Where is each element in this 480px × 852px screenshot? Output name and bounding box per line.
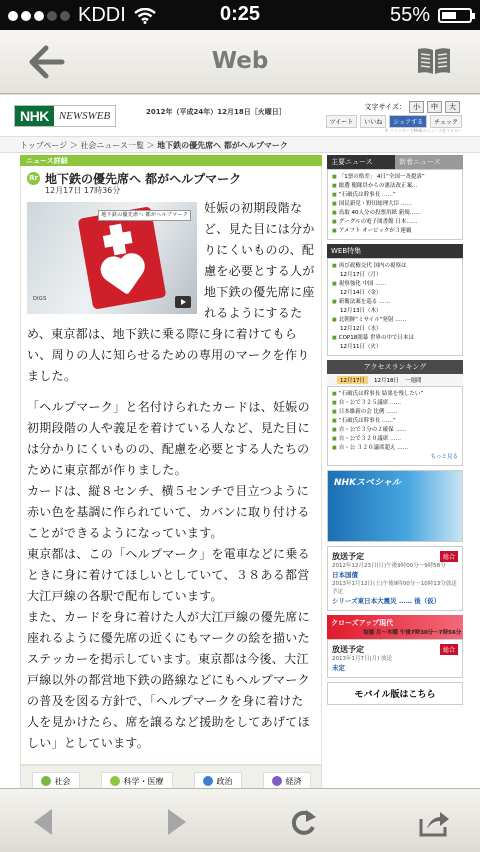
article-header	[21, 166, 321, 196]
share-icon[interactable]	[418, 807, 450, 837]
list-date: 12月14日（金）	[340, 290, 382, 296]
web-feature-heading: WEB特集	[327, 244, 463, 258]
news-detail-tab: ニュース詳細	[20, 155, 322, 166]
breadcrumb-current: 地下鉄の優先席へ 都がヘルプマーク	[157, 141, 288, 150]
list-item[interactable]: ■ アメフト オービックが３連覇	[332, 227, 458, 236]
program-schedule	[327, 546, 463, 611]
breadcrumb-society[interactable]: 社会ニュース一覧	[80, 141, 144, 150]
ranking-tab-dec18[interactable]: 12月18日	[374, 378, 399, 384]
ranking-tab-week[interactable]: 一週間	[405, 378, 422, 384]
list-item[interactable]: ■ グーグルの電子図書館 日本……	[332, 218, 458, 227]
logo-nhk: NHK	[15, 106, 54, 126]
ranking-tab-dec17[interactable]: 12月17日	[337, 376, 368, 384]
ranking-tabs	[327, 374, 463, 386]
article-column	[20, 155, 322, 788]
breadcrumb-home[interactable]: トップページ	[20, 141, 68, 150]
article-paragraph: カードは、縦８センチ、横５センチで目立つように赤い色を基調に作られていて、カバンに取り付けることができるようになっています。	[27, 484, 310, 540]
list-item[interactable]: ■ 鳥取 40人分の投票用紙 新規……	[332, 209, 458, 218]
breadcrumb: トップページ ＞ 社会ニュース一覧 ＞ 地下鉄の優先席へ 都がヘルプマーク	[0, 137, 480, 153]
nav-bar	[0, 30, 480, 94]
category-science[interactable]: 科学・医療	[101, 772, 173, 788]
site-header	[0, 95, 480, 137]
thumbnail-credit: DIGS	[33, 296, 47, 302]
article-title: 地下鉄の優先席へ 都がヘルプマーク	[45, 172, 242, 186]
nav-title: Web	[211, 48, 269, 74]
list-item[interactable]: ■ 日本維新の会 比例 ……	[332, 408, 458, 417]
follow-note: © ツイッターでNHKのニュースをフォロー	[384, 128, 462, 133]
battery-fill	[442, 12, 456, 19]
economy-icon	[272, 776, 282, 786]
list-item[interactable]: ■ 再び政権交代 国内の視察は	[332, 262, 458, 271]
thumbnail-caption: 地下鉄の優先席へ 都がヘルプマーク	[98, 210, 191, 221]
close-up-gendai-banner[interactable]	[327, 615, 463, 639]
list-date: 12月13日（木）	[340, 308, 382, 314]
society-category-icon: Rr	[27, 172, 40, 185]
program-schedule	[327, 639, 463, 678]
ranking-heading: アクセスランキング	[327, 360, 463, 374]
logo-newsweb: NEWSWEB	[58, 110, 111, 122]
list-item[interactable]: ■ 新衛法案を巡る ……	[332, 298, 458, 307]
article-video-thumbnail[interactable]	[27, 202, 197, 314]
article-paragraph: 「ヘルプマーク」と名付けられたカードは、妊娠の初期段階の人や義足を着けている人など、見た目には分かりにくいものの、配慮を必要とする人たちのために東京都が作りました。	[27, 400, 310, 477]
program-label: 放送予定	[332, 552, 364, 561]
list-item[interactable]: ■ 北朝鮮“ミサイル”発射 ……	[332, 316, 458, 325]
nhk-special-title: NHKスペシャル	[334, 478, 401, 488]
like-button[interactable]: いいね	[360, 115, 386, 128]
article-body	[21, 196, 321, 754]
channel-badge: 総合	[440, 551, 458, 562]
battery-icon	[438, 8, 472, 23]
help-mark-card	[78, 206, 167, 309]
bottom-toolbar	[0, 788, 480, 852]
banner-title: クローズアップ現代	[331, 619, 394, 627]
program-link[interactable]: 日本国債	[332, 571, 358, 579]
article-time: 12月17日 17時36分	[45, 186, 121, 195]
politics-icon	[203, 776, 213, 786]
web-view[interactable]	[0, 95, 480, 788]
battery-group	[390, 4, 472, 27]
society-icon	[41, 776, 51, 786]
share-button[interactable]: シェアする	[389, 115, 427, 128]
tab-latest-news[interactable]: 新着ニュース	[395, 155, 463, 169]
back-icon[interactable]	[28, 807, 60, 837]
category-links	[20, 765, 322, 788]
list-item[interactable]: ■ 視察強化 中国 ……	[332, 280, 458, 289]
forward-icon[interactable]	[160, 807, 192, 837]
web-feature-list	[327, 258, 463, 356]
font-size-small[interactable]: 小	[409, 101, 424, 113]
program-time: 2013年1月12日(土)午後9時00分～10時13分放送予定	[332, 581, 457, 595]
category-politics[interactable]: 政治	[194, 772, 242, 788]
tab-top-news[interactable]: 主要ニュース	[327, 155, 395, 169]
ranking-more-link[interactable]: もっと見る	[430, 454, 458, 460]
mobile-version-link[interactable]: モバイル版はこちら	[327, 682, 463, 705]
list-item[interactable]: ■ COP18閉幕 世界の中で日本は	[332, 334, 458, 343]
program-link[interactable]: シリーズ東日本大震災 …… 後（仮）	[332, 597, 441, 605]
clock: 0:25	[219, 3, 261, 25]
battery-percent: 55%	[389, 4, 430, 26]
science-icon	[110, 776, 120, 786]
list-item[interactable]: ■ 総選 衛隊員からの憲法改正案…	[332, 182, 458, 191]
category-economy[interactable]: 経済	[263, 772, 311, 788]
list-item[interactable]: ■ “石破氏は幹事長 ……”	[332, 191, 458, 200]
list-item[interactable]: ■ 自・公 ３２０議席超え ……	[332, 444, 458, 453]
article	[20, 166, 322, 765]
list-date: 12月11日（火）	[340, 344, 382, 350]
font-size-switcher	[365, 101, 460, 113]
site-date: 2012年（平成24年）12月18日［火曜日］	[146, 108, 286, 116]
article-paragraph: 妊娠の初期段階など、見た目には分かりにくいものの、配慮を必要とする人が地下鉄の優先席に座れるようにするため、東京都は、地下鉄に乗る際に身に着けてもらい、周りの人に知らせるための専用のマークを作りました。	[27, 201, 315, 383]
sidebar-tabs	[327, 155, 463, 169]
banner-subtitle: 毎週 月～木曜 午後7時30分～7時56分	[363, 630, 462, 636]
status-bar	[0, 0, 480, 30]
category-society[interactable]: 社会	[32, 772, 80, 788]
nhk-news-web-logo[interactable]	[14, 105, 116, 127]
program-link[interactable]: 未定	[332, 664, 345, 672]
carrier-label: KDDI	[78, 4, 126, 26]
reader-book-icon[interactable]	[416, 46, 452, 76]
nhk-special-banner[interactable]	[327, 470, 463, 542]
sidebar	[327, 155, 463, 705]
top-news-list	[327, 169, 463, 240]
font-size-medium[interactable]: 中	[427, 101, 442, 113]
channel-badge: 総合	[440, 644, 458, 655]
article-paragraph: また、カードを身に着けた人が大江戸線の優先席に座れるように優先席の近くにもマークの絵を描いたステッカーを掲示しています。東京都は今後、大江戸線以外の都営地下鉄の路線などにもヘルプマークの普及を図る方針で、「ヘルプマークを身に着けた人を見かけたら、席を譲るなど援助をしてあげてほしい」としています。	[27, 610, 310, 750]
list-item[interactable]: ■ “石破氏は幹事長 結果を残したい”	[332, 390, 458, 399]
list-item[interactable]: ■ “石破氏は幹事長 ……”	[332, 417, 458, 426]
program-time: 2013年1月7日(月) 放送	[332, 656, 393, 662]
list-item[interactable]: ■ 「1票の格差」 4日“全国一斉提訴”	[332, 173, 458, 182]
program-time: 2012年12月23日(日)午後9時00分～9時58分	[332, 563, 446, 569]
reload-icon[interactable]	[288, 807, 320, 837]
tweet-button[interactable]: ツイート	[326, 115, 358, 128]
list-item[interactable]: ■ 国民新党・野田総理大臣 ……	[332, 200, 458, 209]
program-label: 放送予定	[332, 645, 364, 654]
ranking-list	[327, 386, 463, 466]
share-buttons	[326, 115, 462, 128]
check-button[interactable]: チェック	[430, 115, 462, 128]
list-item[interactable]: ■ 自・公で３分の２確保 ……	[332, 426, 458, 435]
list-date: 12月17日（月）	[340, 272, 382, 278]
article-paragraph: 東京都は、この「ヘルプマーク」を電車などに乗るときに身に着けてほしいとしていて、３８ある都営大江戸線の各駅で配布しています。	[27, 547, 310, 603]
play-video-icon[interactable]	[175, 296, 191, 308]
font-size-large[interactable]: 大	[445, 101, 460, 113]
list-date: 12月12日（水）	[340, 326, 382, 332]
list-item[interactable]: ■ 自・公で３２５議席 ……	[332, 399, 458, 408]
font-size-label: 文字サイズ：	[364, 103, 406, 111]
list-item[interactable]: ■ 自・公で３２０議席 ……	[332, 435, 458, 444]
